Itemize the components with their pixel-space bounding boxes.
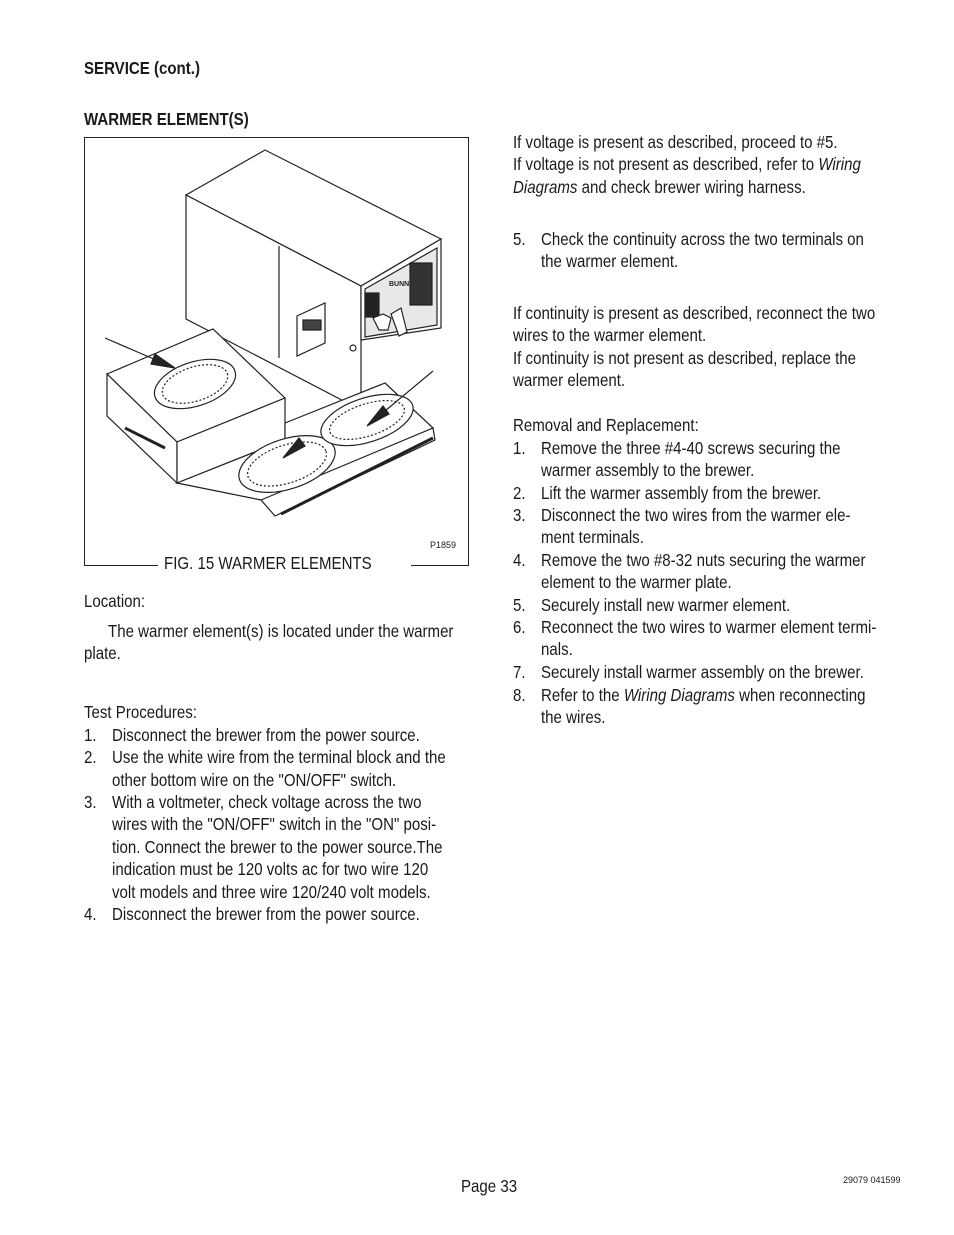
removal-item-line: Lift the warmer assembly from the brewer. [541,483,822,503]
removal-item-line: Disconnect the two wires from the warmer ele- [541,505,851,525]
section-heading: SERVICE (cont.) [84,58,200,78]
continuity-line: If continuity is not present as described, replace the [513,348,857,368]
test-item-number: 3. [84,792,97,812]
test-item-line: other bottom wire on the "ON/OFF" switch. [112,770,397,790]
test-item-line: Disconnect the brewer from the power source. [112,904,420,924]
removal-item-number: 8. [513,685,526,705]
removal-item-line: ment terminals. [541,527,644,547]
removal-item-number: 7. [513,662,526,682]
step5-number: 5. [513,229,526,249]
test-item-number: 1. [84,725,97,745]
removal-item-number: 3. [513,505,526,525]
removal-item-8-line-2: the wires. [541,707,606,727]
removal-item-line: Remove the three #4-40 screws securing the [541,438,841,458]
removal-item-line: Securely install new warmer element. [541,595,791,615]
document-code: 29079 041599 [843,1175,901,1185]
removal-item-line: Securely install warmer assembly on the brewer. [541,662,864,682]
continuity-line: warmer element. [513,370,626,390]
location-text-line-1: The warmer element(s) is located under the warmer [108,621,454,641]
removal-item-line: Reconnect the two wires to warmer element termi- [541,617,877,637]
subsection-heading: WARMER ELEMENT(S) [84,109,249,129]
test-item-line: Use the white wire from the terminal block and the [112,747,446,767]
figure-caption: FIG. 15 WARMER ELEMENTS [158,552,411,574]
figure-frame [84,137,469,566]
test-item-number: 4. [84,904,97,924]
removal-item-line: element to the warmer plate. [541,572,732,592]
voltage-absent-text: If voltage is not present as described, refer to Wiring [513,154,861,174]
test-item-number: 2. [84,747,97,767]
continuity-line: wires to the warmer element. [513,325,707,345]
brand-label: BUNN [389,281,410,288]
removal-item-number: 1. [513,438,526,458]
location-heading: Location: [84,591,146,611]
removal-item-line: Remove the two #8-32 nuts securing the warmer [541,550,866,570]
removal-item-line: nals. [541,639,573,659]
step5-line: the warmer element. [541,251,679,271]
test-item-line: wires with the "ON/OFF" switch in the "ON" posi- [112,814,437,834]
test-item-line: Disconnect the brewer from the power source. [112,725,420,745]
test-item-line: With a voltmeter, check voltage across the two [112,792,422,812]
test-item-line: volt models and three wire 120/240 volt models. [112,882,431,902]
removal-item-number: 2. [513,483,526,503]
test-item-line: tion. Connect the brewer to the power source.The [112,837,443,857]
figure-code: P1859 [430,540,457,550]
removal-item-number: 6. [513,617,526,637]
removal-item-number: 4. [513,550,526,570]
removal-item-8-line: Refer to the Wiring Diagrams when reconnecting [541,685,866,705]
page-number: Page 33 [461,1176,518,1196]
removal-item-line: warmer assembly to the brewer. [541,460,755,480]
voltage-absent-text-2: Diagrams and check brewer wiring harness. [513,177,806,197]
step5-line: Check the continuity across the two terminals on [541,229,864,249]
removal-item-number: 5. [513,595,526,615]
continuity-line: If continuity is present as described, reconnect the two [513,303,876,323]
test-procedures-heading: Test Procedures: [84,702,197,722]
brewer-illustration [85,138,468,565]
removal-heading: Removal and Replacement: [513,415,699,435]
voltage-present-text: If voltage is present as described, proceed to #5. [513,132,838,152]
location-text-line-2: plate. [84,643,121,663]
test-item-line: indication must be 120 volts ac for two wire 120 [112,859,429,879]
